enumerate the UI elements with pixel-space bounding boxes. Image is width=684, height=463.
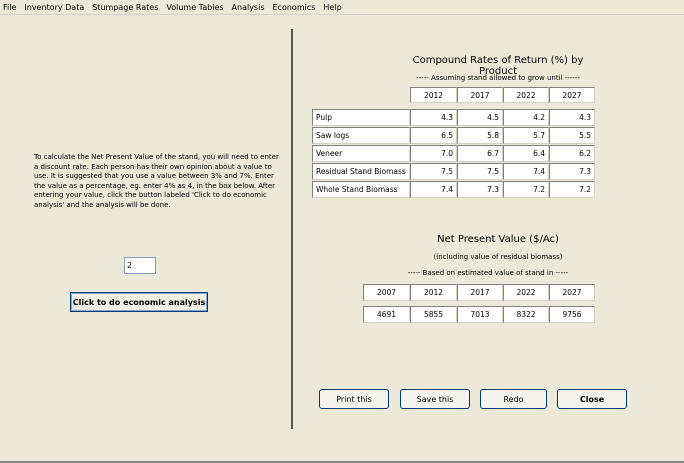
compound-value: 6.2	[549, 145, 595, 162]
compound-value: 5.7	[503, 127, 549, 144]
menu-inventory-data[interactable]: Inventory Data	[24, 2, 85, 12]
npv-value: 5855	[410, 306, 457, 323]
panel-divider	[291, 29, 293, 429]
economic-analysis-button[interactable]: Click to do economic analysis	[70, 292, 208, 312]
compound-value: 4.3	[549, 109, 595, 126]
npv-value: 7013	[457, 306, 503, 323]
compound-row-label: Saw logs	[312, 127, 410, 144]
compound-value: 4.3	[410, 109, 457, 126]
close-button[interactable]: Close	[557, 389, 627, 409]
npv-year-header: 2007	[363, 284, 410, 301]
compound-value: 6.5	[410, 127, 457, 144]
npv-value: 8322	[503, 306, 549, 323]
print-button[interactable]: Print this	[319, 389, 389, 409]
npv-value: 9756	[549, 306, 595, 323]
compound-row-label: Residual Stand Biomass	[312, 163, 410, 180]
menu-bar	[0, 0, 684, 15]
npv-title: Net Present Value ($/Ac)	[437, 234, 559, 245]
compound-year-header: 2017	[457, 87, 503, 103]
compound-rates-title: Compound Rates of Return (%) by Product	[412, 55, 584, 77]
save-button[interactable]: Save this	[400, 389, 470, 409]
npv-year-header: 2012	[410, 284, 457, 301]
compound-row-label: Whole Stand Biomass	[312, 181, 410, 198]
compound-year-header: 2027	[549, 87, 595, 103]
compound-value: 5.8	[457, 127, 503, 144]
compound-year-header: 2012	[410, 87, 457, 103]
compound-value: 7.2	[503, 181, 549, 198]
compound-value: 7.5	[457, 163, 503, 180]
compound-value: 4.2	[503, 109, 549, 126]
compound-year-header: 2022	[503, 87, 549, 103]
npv-year-header: 2022	[503, 284, 549, 301]
compound-value: 7.4	[410, 181, 457, 198]
npv-year-header: 2017	[457, 284, 503, 301]
menu-help[interactable]: Help	[323, 2, 342, 12]
compound-value: 7.4	[503, 163, 549, 180]
menu-economics[interactable]: Economics	[272, 2, 316, 12]
npv-basis-subtitle: ----- Based on estimated value of stand in -----	[407, 269, 569, 277]
compound-value: 7.5	[410, 163, 457, 180]
menu-file[interactable]: File	[3, 2, 17, 12]
compound-value: 6.4	[503, 145, 549, 162]
compound-value: 7.2	[549, 181, 595, 198]
compound-rates-subtitle: ----- Assuming stand allowed to grow until ------	[416, 74, 580, 82]
compound-value: 4.5	[457, 109, 503, 126]
compound-value: 7.3	[549, 163, 595, 180]
npv-value: 4691	[363, 306, 410, 323]
compound-value: 6.7	[457, 145, 503, 162]
npv-year-header: 2027	[549, 284, 595, 301]
instructions-text: To calculate the Net Present Value of the stand, you will need to enter a discount rate. Each person has their own opinion about a value to use. It is suggested that you use a value between 3% and 7%. Enter the value as a percentage, eg. enter 4% as 4, in the box below. After entering your value, click the button labeled 'Click to do economic analysis' and the analysis will be done.	[34, 153, 279, 209]
menu-volume-tables[interactable]: Volume Tables	[166, 2, 224, 12]
compound-value: 7.0	[410, 145, 457, 162]
compound-value: 7.3	[457, 181, 503, 198]
discount-rate-input[interactable]	[124, 257, 156, 274]
compound-row-label: Veneer	[312, 145, 410, 162]
compound-row-label: Pulp	[312, 109, 410, 126]
redo-button[interactable]: Redo	[480, 389, 547, 409]
compound-value: 5.5	[549, 127, 595, 144]
npv-subtitle: (including value of residual biomass)	[433, 253, 563, 261]
menu-analysis[interactable]: Analysis	[231, 2, 265, 12]
menu-stumpage-rates[interactable]: Stumpage Rates	[92, 2, 159, 12]
